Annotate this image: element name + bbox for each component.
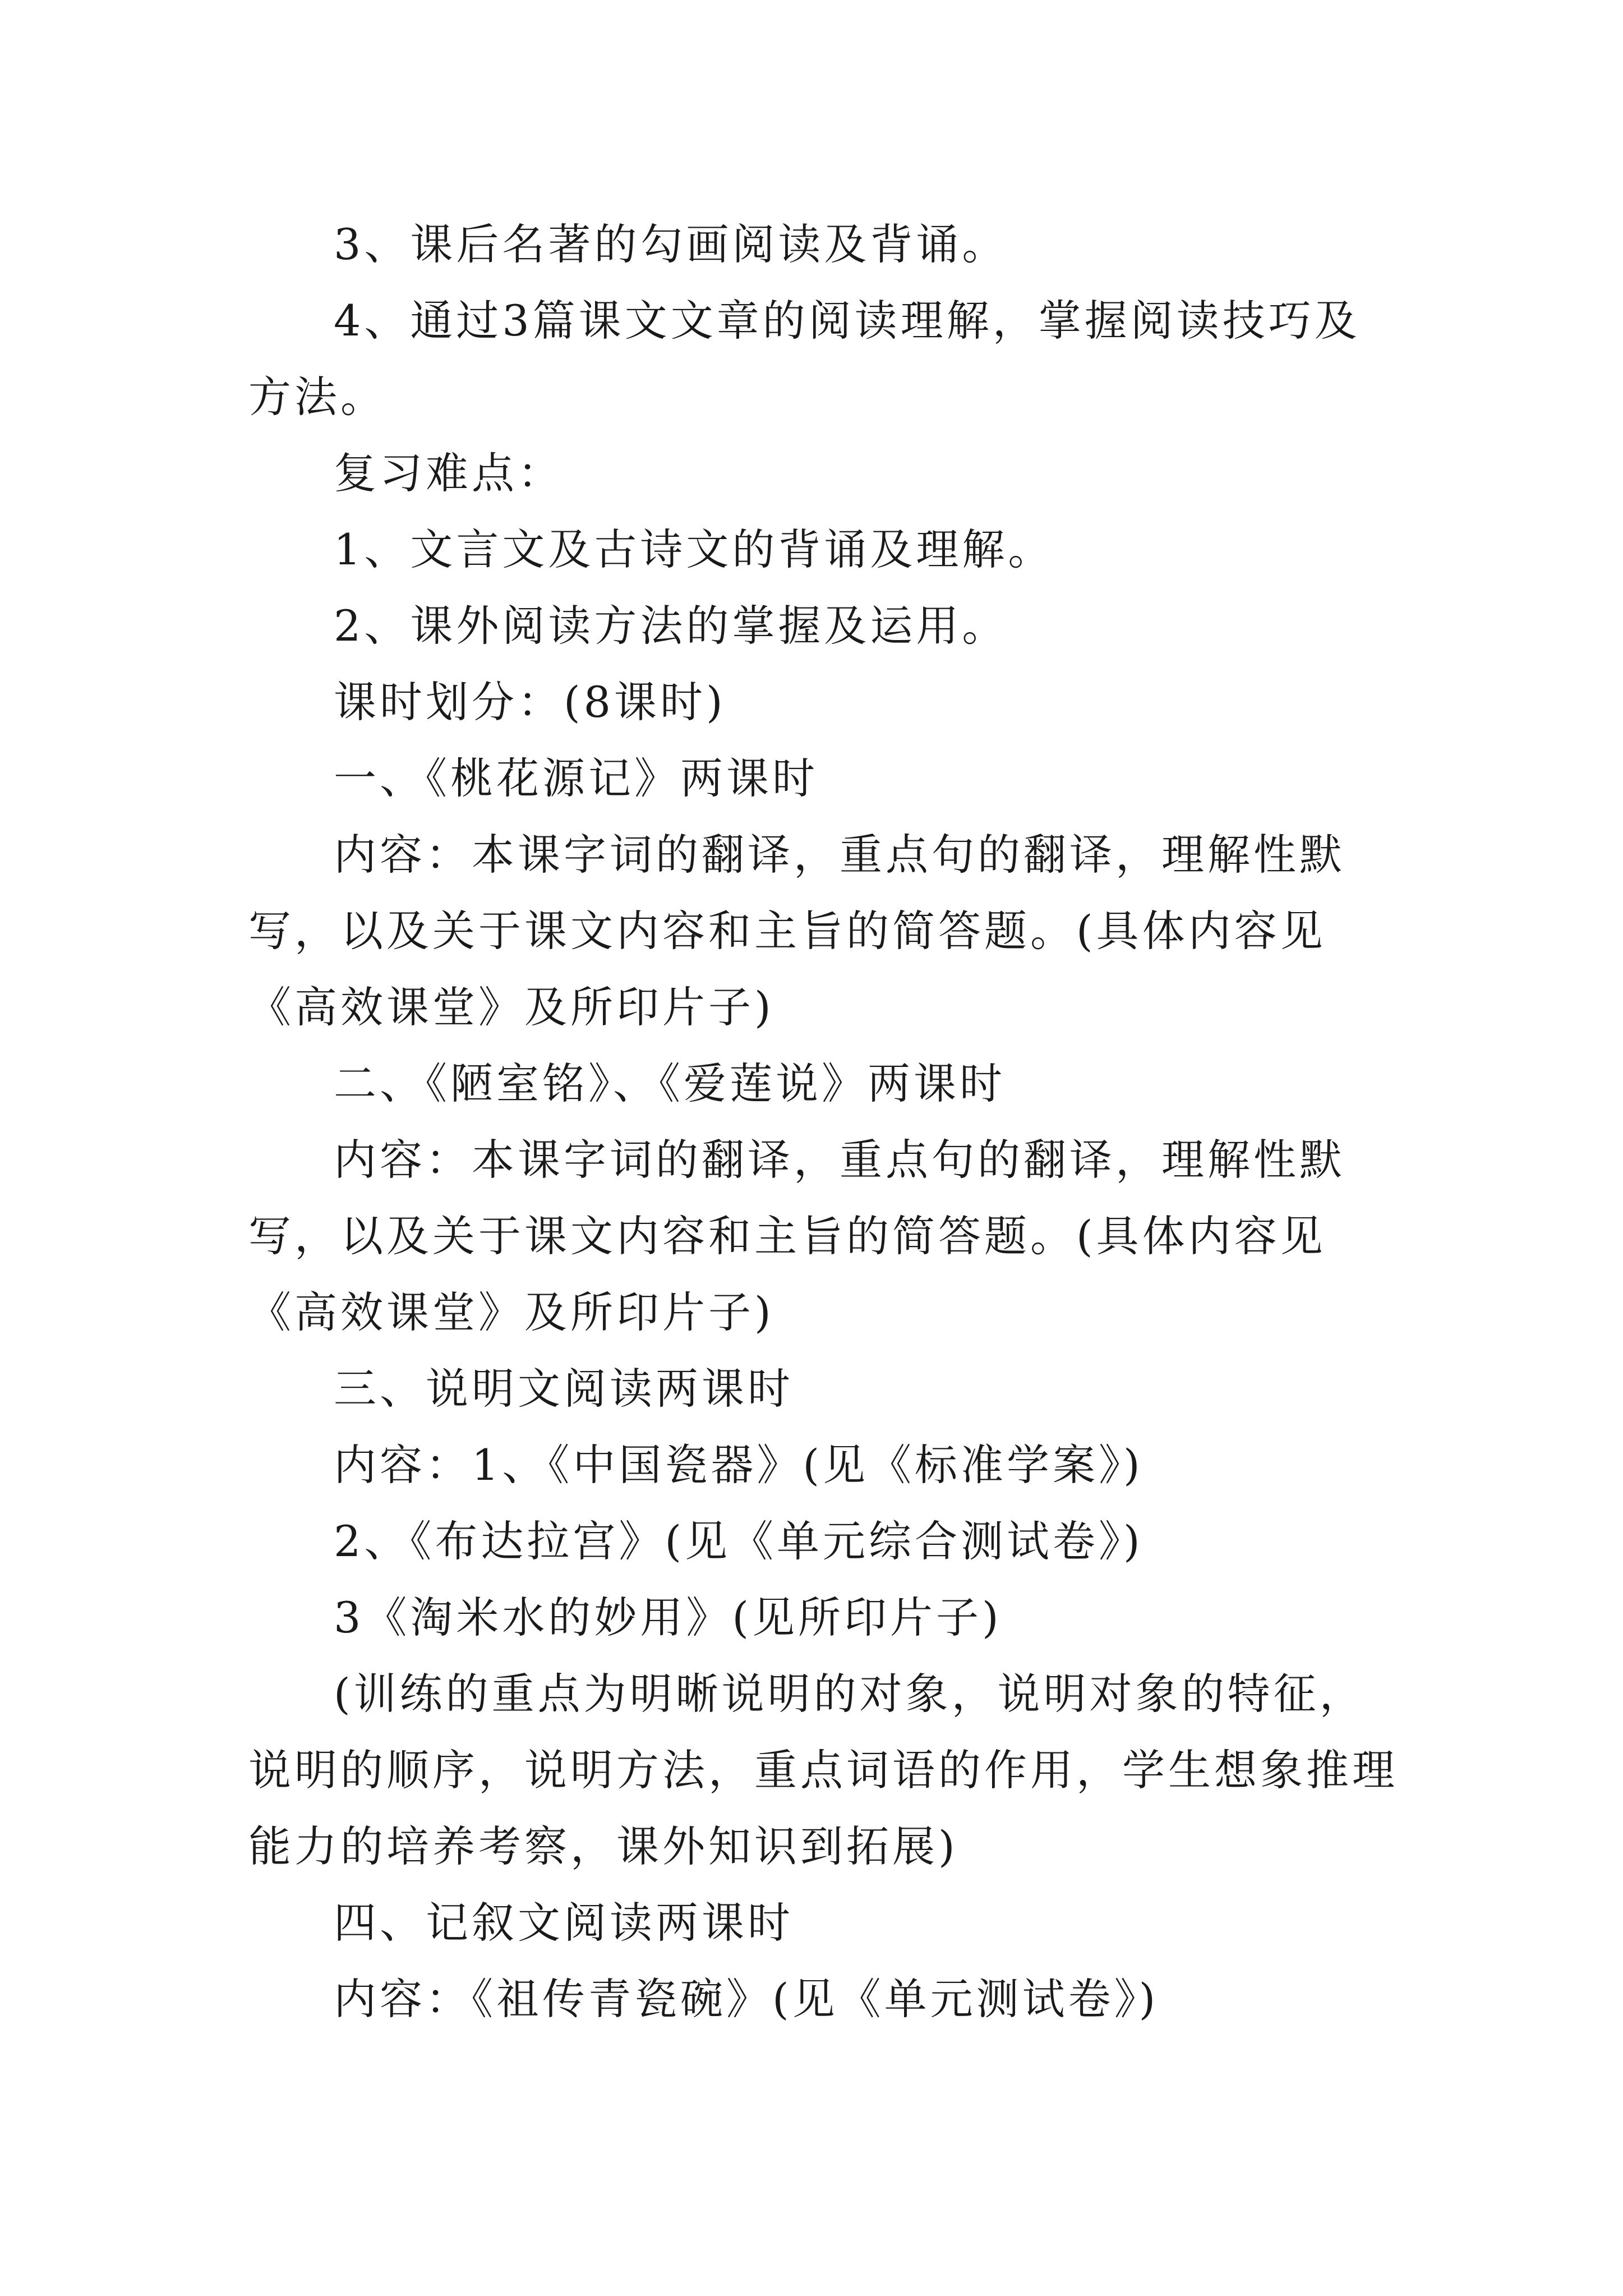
section-3-training-focus: (训练的重点为明晰说明的对象，说明对象的特征，说明的顺序，说明方法，重点词语的作用，学生想象推理能力的培养考察，课外知识到拓展) — [248, 1669, 1398, 1871]
section-3-content-item-3: 3《淘米水的妙用》(见所印片子) — [334, 1593, 1002, 1642]
section-1-content: 内容：本课字词的翻译，重点句的翻译，理解性默写，以及关于课文内容和主旨的简答题。(具体内容见《高效课堂》及所印片子) — [248, 830, 1345, 1032]
section-4-content: 内容：《祖传青瓷碗》(见《单元测试卷》) — [334, 1974, 1159, 2024]
heading-class-hours: 课时划分：(8课时) — [334, 677, 726, 727]
paragraph-reading-skills: 4、通过3篇课文文章的阅读理解，掌握阅读技巧及方法。 — [248, 296, 1361, 422]
document-body — [248, 206, 1399, 2037]
paragraph-masterpiece-reading: 3、课后名著的勾画阅读及背诵。 — [334, 219, 1008, 269]
heading-review-difficulties: 复习难点： — [334, 448, 564, 498]
section-3-content-item-2: 2、《布达拉宫》(见《单元综合测试卷》) — [334, 1516, 1144, 1566]
section-2-content: 内容：本课字词的翻译，重点句的翻译，理解性默写，以及关于课文内容和主旨的简答题。(具体内容见《高效课堂》及所印片子) — [248, 1135, 1345, 1337]
section-3-title: 三、说明文阅读两课时 — [334, 1364, 794, 1414]
paragraph-extracurricular-reading: 2、课外阅读方法的掌握及运用。 — [334, 601, 1008, 651]
section-1-title: 一、《桃花源记》两课时 — [334, 753, 818, 803]
paragraph-classical-recitation: 1、文言文及古诗文的背诵及理解。 — [334, 524, 1054, 574]
section-2-title: 二、《陋室铭》、《爱莲说》两课时 — [334, 1059, 1006, 1108]
section-3-content-item-1: 内容：1、《中国瓷器》(见《标准学案》) — [334, 1440, 1144, 1490]
section-4-title: 四、记叙文阅读两课时 — [334, 1898, 794, 1948]
